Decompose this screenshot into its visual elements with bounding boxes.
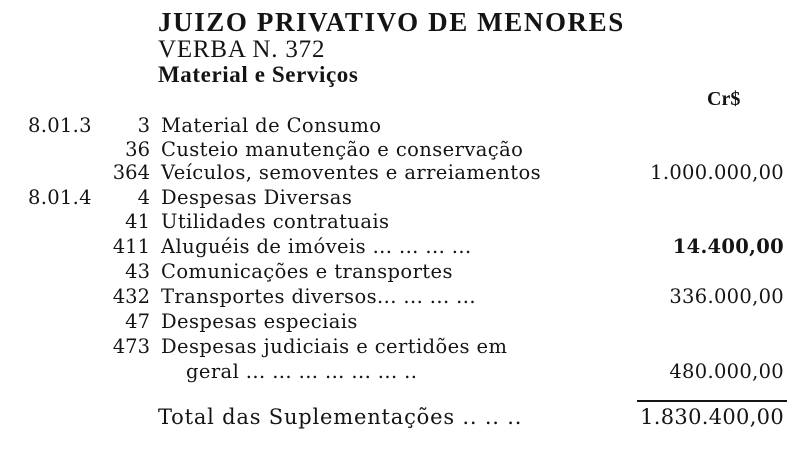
row-code: 41	[125, 210, 150, 233]
table-row	[0, 284, 800, 310]
table-row	[0, 359, 800, 385]
row-prefix: 8.01.3	[28, 114, 92, 137]
row-description: Despesas Diversas	[161, 186, 353, 209]
table-row	[0, 160, 800, 186]
table-row	[0, 234, 800, 260]
total-amount: 1.830.400,00	[640, 405, 784, 429]
table-row	[0, 334, 800, 360]
row-description: Comunicações e transportes	[161, 260, 453, 283]
currency-label: Cr$	[707, 88, 741, 110]
row-description: Aluguéis de imóveis ... ... ... ...	[161, 235, 472, 258]
row-description: Material de Consumo	[161, 114, 382, 137]
table-row	[0, 113, 800, 139]
row-prefix: 8.01.4	[28, 186, 92, 209]
row-code: 432	[112, 285, 150, 308]
row-amount: 336.000,00	[669, 285, 784, 308]
row-code: 364	[112, 161, 150, 184]
document-title: JUIZO PRIVATIVO DE MENORES	[158, 7, 625, 37]
total-row	[0, 402, 800, 432]
row-code: 4	[137, 186, 150, 209]
total-label: Total das Suplementações .. .. ..	[158, 405, 523, 429]
table-row	[0, 309, 800, 335]
verba-number: VERBA N. 372	[158, 36, 326, 63]
section-subtitle: Material e Serviços	[158, 62, 359, 87]
row-description: Transportes diversos... ... ... ...	[161, 285, 476, 308]
row-description: Veículos, semoventes e arreiamentos	[161, 161, 541, 184]
row-amount: 1.000.000,00	[650, 161, 784, 184]
table-row	[0, 209, 800, 235]
row-code: 43	[125, 260, 150, 283]
row-description: Utilidades contratuais	[161, 210, 390, 233]
row-code: 411	[112, 235, 150, 258]
table-row	[0, 185, 800, 211]
row-description: geral ... ... ... ... ... ... ..	[186, 360, 418, 383]
row-code: 473	[112, 335, 150, 358]
row-code: 3	[137, 114, 150, 137]
row-description: Custeio manutenção e conservação	[161, 138, 524, 161]
row-description: Despesas judiciais e certidões em	[161, 335, 508, 358]
row-code: 36	[125, 138, 150, 161]
row-amount: 14.400,00	[672, 235, 784, 258]
table-row	[0, 259, 800, 285]
row-amount: 480.000,00	[669, 360, 784, 383]
row-code: 47	[125, 310, 150, 333]
row-description: Despesas especiais	[161, 310, 358, 333]
